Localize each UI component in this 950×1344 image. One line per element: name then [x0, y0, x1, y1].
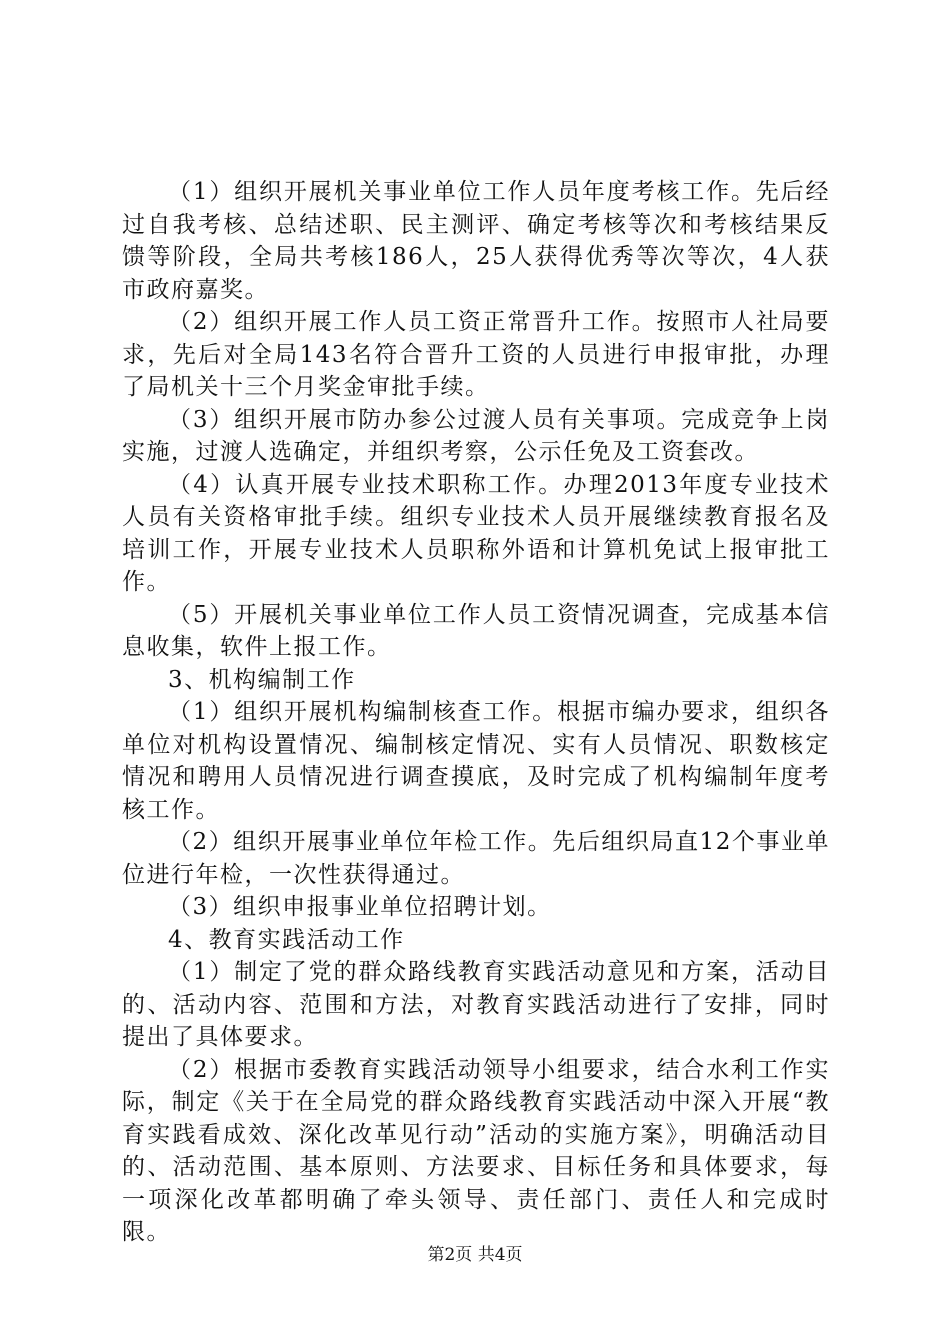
section-heading-3: 3、机构编制工作	[168, 666, 356, 693]
paragraph-2: （2）组织开展工作人员工资正常晋升工作。按照市人社局要求，先后对全局143名符合晋升工资的人员进行申报审批，办理了局机关十三个月奖金审批手续。	[122, 309, 830, 400]
page-number-label: 第2页 共4页	[427, 1245, 523, 1265]
paragraph-9: （1）制定了党的群众路线教育实践活动意见和方案，活动目的、活动内容、范围和方法，对教育实践活动进行了安排，同时提出了具体要求。	[122, 959, 830, 1050]
page-footer	[0, 1244, 950, 1266]
paragraph-4: （4）认真开展专业技术职称工作。办理2013年度专业技术人员有关资格审批手续。组织专业技术人员开展继续教育报名及培训工作，开展专业技术人员职称外语和计算机免试上报审批工作。	[122, 471, 830, 595]
paragraph-8: （3）组织申报事业单位招聘计划。	[168, 894, 552, 920]
paragraph-6: （1）组织开展机构编制核查工作。根据市编办要求，组织各单位对机构设置情况、编制核定情况、实有人员情况、职数核定情况和聘用人员情况进行调查摸底，及时完成了机构编制年度考核工作。	[122, 699, 830, 823]
paragraph-10: （2）根据市委教育实践活动领导小组要求，结合水利工作实际，制定《关于在全局党的群众路线教育实践活动中深入开展“教育实践看成效、深化改革见行动”活动的实施方案》，明确活动目的、活动范围、基本原则、方法要求、目标任务和具体要求，每一项深化改革都明确了牵头领导、责任部门、责任人和完成时限。	[122, 1056, 830, 1245]
section-heading-4: 4、教育实践活动工作	[168, 926, 405, 953]
paragraph-5: （5）开展机关事业单位工作人员工资情况调查，完成基本信息收集，软件上报工作。	[122, 601, 830, 660]
paragraph-7: （2）组织开展事业单位年检工作。先后组织局直12个事业单位进行年检，一次性获得通过。	[122, 829, 830, 888]
document-body	[122, 176, 830, 1249]
paragraph-3: （3）组织开展市防办参公过渡人员有关事项。完成竞争上岗实施，过渡人选确定，并组织考察，公示任免及工资套改。	[122, 406, 830, 465]
paragraph-1: （1）组织开展机关事业单位工作人员年度考核工作。先后经过自我考核、总结述职、民主测评、确定考核等次和考核结果反馈等阶段，全局共考核186人，25人获得优秀等次等次，4人获市政府嘉奖。	[122, 179, 830, 303]
